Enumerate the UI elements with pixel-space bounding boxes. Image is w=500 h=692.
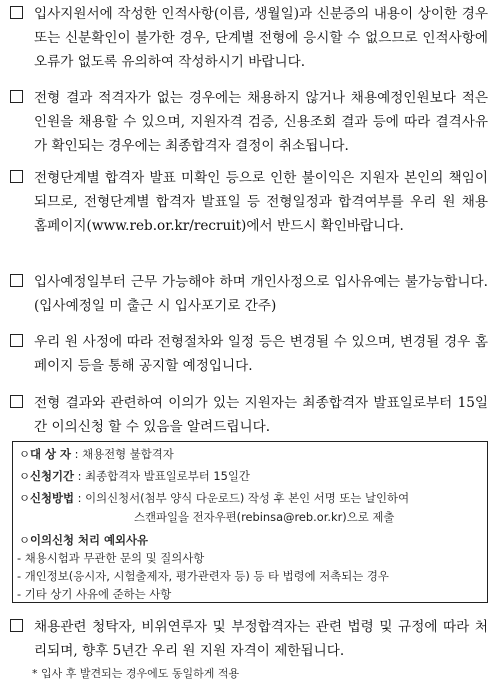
notice-item-text: 입사예정일부터 근무 가능해야 하며 개인사정으로 입사유예는 불가능합니다.(입사예정일 미 출근 시 입사포기로 간주): [34, 274, 488, 314]
period-label: 신청기간: [30, 469, 75, 483]
notice-item-text: 전형 결과 적격자가 없는 경우에는 채용하지 않거나 채용예정인원보다 적은 인원을 채용할 수 있으며, 지원자격 검증, 신용조회 결과 등에 따라 결격사유가 확인되는 경우에는 최종합격자 결정이 취소됩니다.: [34, 90, 488, 154]
method-value-line-2: 스캔파일을 전자우편(rebinsa@reb.or.kr)으로 제출: [134, 510, 395, 524]
notice-item: [10, 615, 488, 663]
footnote: * 입사 후 발견되는 경우에도 동일하게 적용: [32, 667, 240, 680]
notice-item-text: 입사지원서에 작성한 인적사항(이름, 생월일)과 신분증의 내용이 상이한 경우 또는 신분확인이 불가한 경우, 단계별 전형에 응시할 수 없으므로 인적사항에 오류가 없도록 유의하여 작성하시기 바랍니다.: [34, 6, 488, 70]
target-row: ㅇ대 상 자 : 채용전형 불합격자: [19, 447, 174, 461]
notice-item: [10, 86, 488, 158]
exceptions-title: 이의신청 처리 예외사유: [30, 533, 148, 547]
target-value: 채용전형 불합격자: [82, 447, 174, 461]
period-row: ㅇ신청기간 : 최종합격자 발표일로부터 15일간: [19, 469, 250, 483]
notice-item-text: 우리 원 사정에 따라 전형절차와 일정 등은 변경될 수 있으며, 변경될 경우 홈페이지 등을 통해 공지할 예정입니다.: [34, 334, 488, 374]
method-row: ㅇ신청방법 : 이의신청서(첨부 양식 다운로드) 작성 후 본인 서명 또는 날인하여: [19, 491, 410, 505]
target-label: 대 상 자: [30, 447, 71, 461]
exception-item: - 개인정보(응시자, 시험출제자, 평가관련자 등) 등 타 법령에 저촉되는 경우: [17, 569, 389, 583]
bullet-icon: ㅇ: [19, 469, 31, 483]
exception-item: - 채용시험과 무관한 문의 및 질의사항: [17, 551, 205, 565]
objection-info-box: [12, 441, 488, 603]
notice-item-text: 전형 결과와 관련하여 이의가 있는 지원자는 최종합격자 발표일로부터 15일간 이의신청 할 수 있음을 알려드립니다.: [34, 395, 488, 435]
method-label: 신청방법: [30, 491, 75, 505]
exceptions-title-row: [19, 532, 481, 548]
notice-item-text: 채용관련 청탁자, 비위연루자 및 부정합격자는 관련 법령 및 규정에 따라 처리되며, 향후 5년간 우리 원 지원 자격이 제한됩니다.: [34, 619, 488, 659]
checkbox-square-icon: [10, 334, 23, 347]
checkbox-square-icon: [10, 395, 23, 408]
notice-item: [10, 2, 488, 74]
checkbox-square-icon: [10, 274, 23, 287]
method-row-continued: [134, 509, 481, 525]
notice-item: [10, 330, 488, 378]
exception-item: - 기타 상기 사유에 준하는 사항: [17, 587, 172, 601]
bullet-icon: ㅇ: [19, 447, 31, 461]
notice-item: [10, 270, 488, 318]
checkbox-square-icon: [10, 619, 23, 632]
checkbox-square-icon: [10, 90, 23, 103]
notice-item: [10, 391, 488, 439]
notice-item-text: 전형단계별 합격자 발표 미확인 등으로 인한 불이익은 지원자 본인의 책임이 되므로, 전형단계별 합격자 발표일 등 전형일정과 합격여부를 우리 원 채용 홈페이지(www.reb.or.kr/recruit)에서 반드시 확인바랍니다.: [34, 170, 488, 234]
method-value-line-1: 이의신청서(첨부 양식 다운로드) 작성 후 본인 서명 또는 날인하여: [85, 491, 410, 505]
period-value: 최종합격자 발표일로부터 15일간: [85, 469, 250, 483]
notice-item: [10, 166, 488, 238]
checkbox-square-icon: [10, 6, 23, 19]
checkbox-square-icon: [10, 170, 23, 183]
bullet-icon: ㅇ: [19, 533, 31, 547]
bullet-icon: ㅇ: [19, 491, 31, 505]
